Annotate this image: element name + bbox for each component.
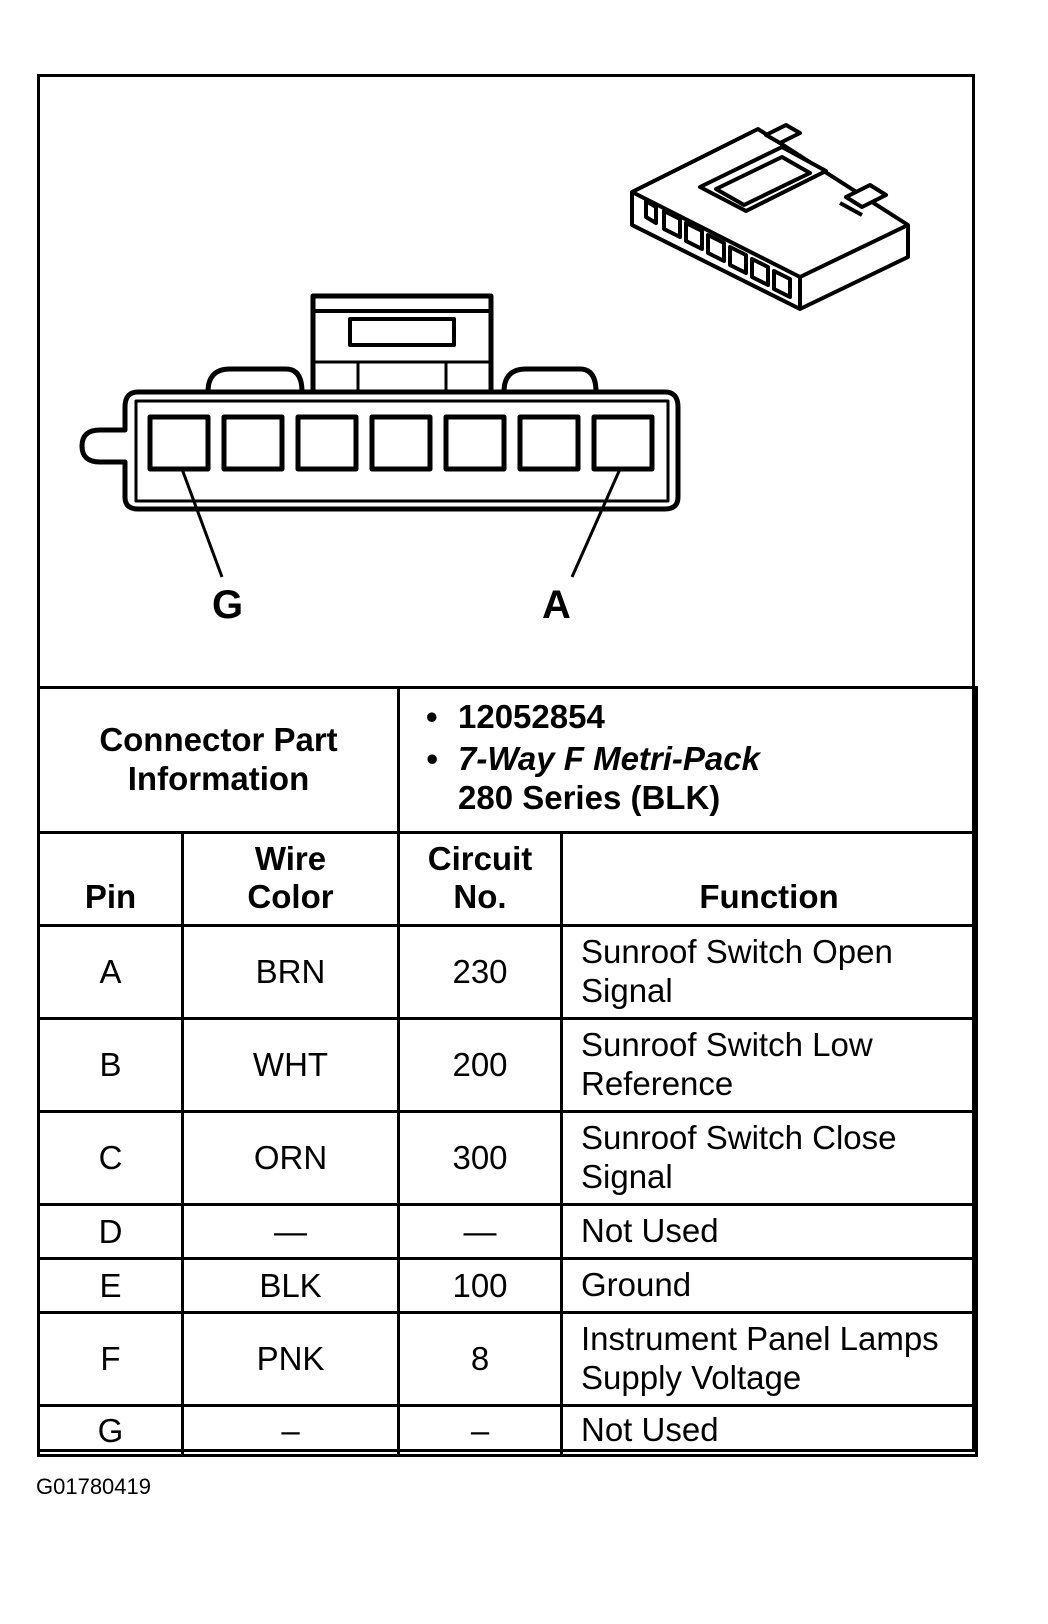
connector-frame (37, 74, 975, 1452)
table-row (39, 1112, 977, 1205)
function-line1: Instrument Panel Lamps (581, 1320, 939, 1358)
table-row (39, 1019, 977, 1112)
table-row (39, 1313, 977, 1406)
circuit-cell: 230 (399, 926, 562, 1019)
function-cell: Ground (562, 1259, 977, 1313)
pinout-table (37, 686, 978, 1457)
function-cell (562, 1112, 977, 1205)
table-row (39, 926, 977, 1019)
part-number: • 12052854 (458, 697, 975, 737)
circuit-cell: — (399, 1205, 562, 1259)
connector-info-details (399, 688, 977, 833)
header-wire-color-line1: Wire (254, 840, 327, 878)
circuit-cell: 100 (399, 1259, 562, 1313)
wire-color-cell: ORN (183, 1112, 399, 1205)
header-wire-color (183, 833, 399, 926)
connector-description-line2: 280 Series (BLK) (458, 779, 721, 817)
circuit-cell: 200 (399, 1019, 562, 1112)
pin-cell: G (39, 1406, 183, 1456)
connector-info-title-line2: Information (127, 760, 310, 797)
header-circuit-line2: No. (453, 878, 507, 916)
pin-label-a: A (542, 583, 571, 627)
header-pin: Pin (39, 833, 183, 926)
circuit-cell: – (399, 1406, 562, 1456)
pin-cell: E (39, 1259, 183, 1313)
function-cell (562, 926, 977, 1019)
wire-color-cell: PNK (183, 1313, 399, 1406)
circuit-cell: 300 (399, 1112, 562, 1205)
wire-color-cell: BRN (183, 926, 399, 1019)
function-cell: Not Used (562, 1205, 977, 1259)
pin-cell: C (39, 1112, 183, 1205)
header-circuit-no (399, 833, 562, 926)
connector-info-list (400, 689, 975, 826)
connector-isometric-view (632, 125, 908, 309)
function-line1: Sunroof Switch Close (581, 1119, 897, 1157)
function-line2: Supply Voltage (581, 1359, 802, 1396)
function-cell: Not Used (562, 1406, 977, 1456)
wire-color-cell: – (183, 1406, 399, 1456)
header-circuit-line1: Circuit (427, 840, 533, 878)
header-wire-color-line2: Color (247, 878, 334, 916)
circuit-cell: 8 (399, 1313, 562, 1406)
function-cell (562, 1313, 977, 1406)
pin-cell: D (39, 1205, 183, 1259)
connector-housing (82, 392, 678, 509)
table-row (39, 1406, 977, 1456)
pin-label-g: G (212, 583, 244, 627)
pin-cell: A (39, 926, 183, 1019)
connector-info-row (39, 688, 977, 833)
pin-cell: B (39, 1019, 183, 1112)
pin-cell: F (39, 1313, 183, 1406)
wire-color-cell: — (183, 1205, 399, 1259)
left-bump (208, 369, 302, 392)
header-function: Function (562, 833, 977, 926)
figure-id: G01780419 (36, 1474, 151, 1499)
wire-color-cell: BLK (183, 1259, 399, 1313)
connector-info-title-line1: Connector Part (99, 721, 338, 759)
function-line2: Reference (581, 1065, 734, 1102)
right-bump (504, 369, 596, 392)
connector-description-line1: • 7-Way F Metri-Pack (458, 739, 760, 777)
function-cell (562, 1019, 977, 1112)
table-header-row (39, 833, 977, 926)
function-line1: Sunroof Switch Open (581, 933, 893, 971)
function-line1: Sunroof Switch Low (581, 1026, 873, 1064)
table-row (39, 1205, 977, 1259)
connector-drawing (40, 77, 972, 689)
table-row (39, 1259, 977, 1313)
connector-diagram (40, 77, 972, 689)
function-line2: Signal (581, 1158, 673, 1195)
connector-description (458, 739, 975, 818)
wire-color-cell: WHT (183, 1019, 399, 1112)
connector-info-title (39, 688, 399, 833)
function-line2: Signal (581, 972, 673, 1009)
